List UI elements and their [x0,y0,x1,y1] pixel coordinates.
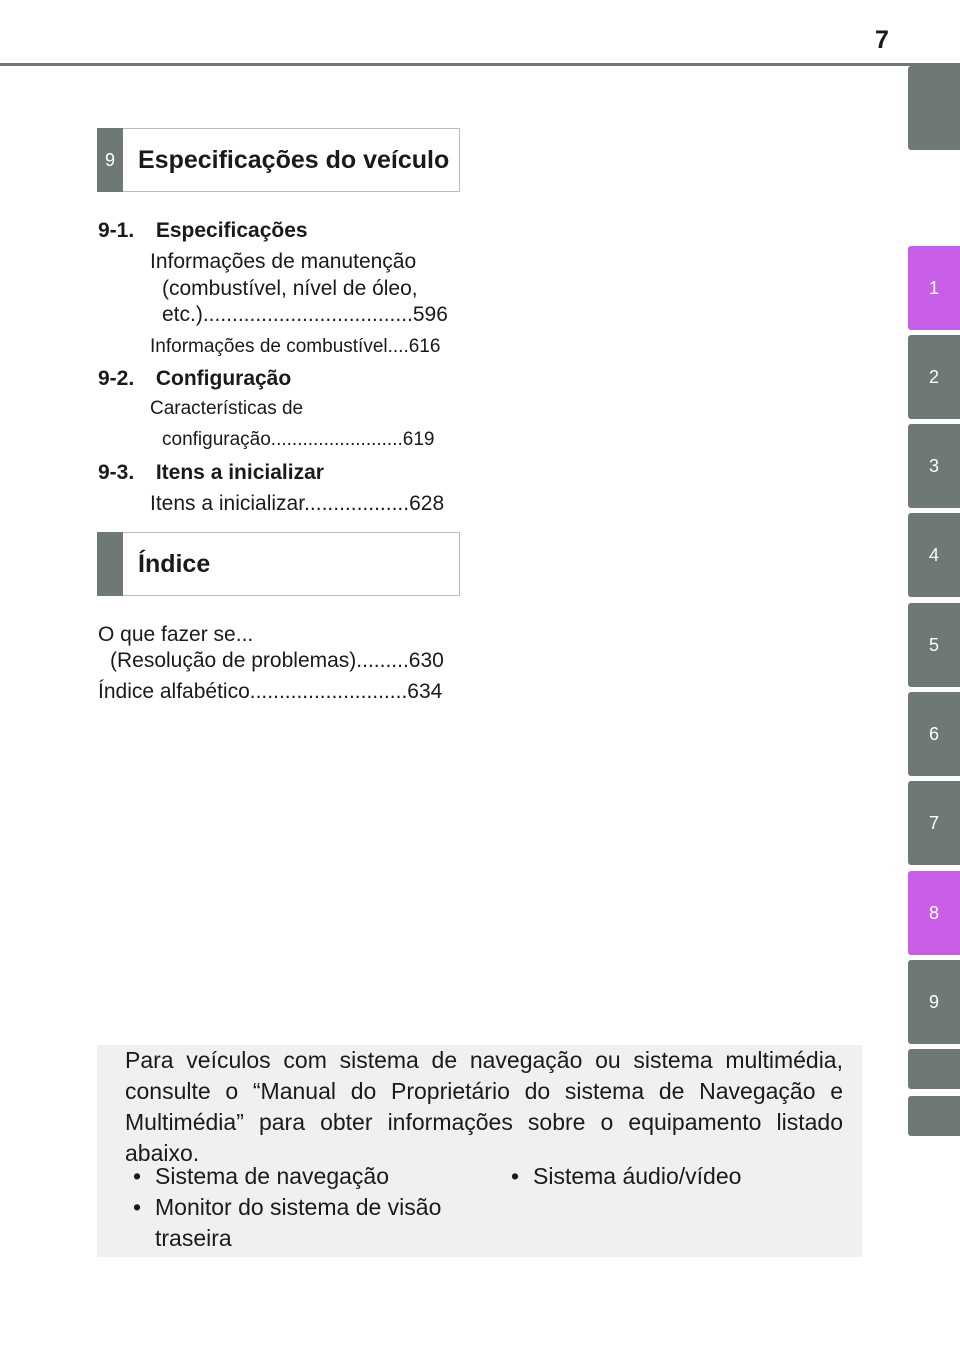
toc-entry-line[interactable]: Características de [150,398,304,419]
tab-4[interactable]: 4 [908,513,960,597]
section-number: 9 [97,128,123,192]
toc-entry-line[interactable]: configuração.........................619 [162,429,435,450]
section-title: Especificações do veículo [138,146,450,174]
tab-blank-b [908,1096,960,1136]
section-header-index [97,532,460,596]
toc-entry-line[interactable]: Índice alfabético...........................634 [98,680,443,703]
tab-7[interactable]: 7 [908,781,960,865]
bullet-dot: • [133,1194,142,1220]
toc-entry-line[interactable]: etc.)....................................596 [162,303,448,326]
tab-6[interactable]: 6 [908,692,960,776]
tab-8[interactable]: 8 [908,871,960,955]
top-rule [0,63,960,66]
toc-entry-line[interactable]: Informações de manutenção [150,250,417,273]
chapter-heading-9-2[interactable]: 9-2. Configuração [98,367,292,390]
tab-2[interactable]: 2 [908,335,960,419]
tab-5[interactable]: 5 [908,603,960,687]
tab-1[interactable]: 1 [908,246,960,330]
tab-blank-top [908,66,960,150]
tab-3[interactable]: 3 [908,424,960,508]
toc-entry-line[interactable]: Itens a inicializar..................628 [150,492,445,515]
page-number: 7 [875,26,889,54]
index-title: Índice [138,550,211,578]
chapter-heading-9-3[interactable]: 9-3. Itens a inicializar [98,461,324,484]
notice-text: Para veículos com sistema de navegação ou sistema multimédia, consulte o “Manual do Proprietário do sistema de Navegação e Multimédia” para obter informações sobre o equipamento listado abaixo. [125,1047,843,1166]
chapter-heading-9-1[interactable]: 9-1. Especificações [98,219,308,242]
tab-9[interactable]: 9 [908,960,960,1044]
section-header-9 [97,128,460,192]
notice-box: Para veículos com sistema de navegação ou sistema multimédia, consulte o “Manual do Proprietário do sistema de Navegação e Multimédia” para obter informações sobre o equipamento listado abaixo. • Sistema de navegação • Monitor do sistema de visão traseira • Sistema áudio/vídeo [97,1045,862,1257]
tab-blank-a [908,1049,960,1089]
bullet-dot: • [511,1163,520,1189]
toc-entry-line[interactable]: O que fazer se... [98,623,254,646]
bullet-dot: • [133,1163,142,1189]
toc-entry-line[interactable]: (Resolução de problemas).........630 [110,649,444,672]
toc-entry-line[interactable]: Informações de combustível....616 [150,336,441,357]
toc-entry-line[interactable]: (combustível, nível de óleo, [162,277,418,300]
chapter-tabs [908,0,960,1360]
section-bar [97,532,123,596]
